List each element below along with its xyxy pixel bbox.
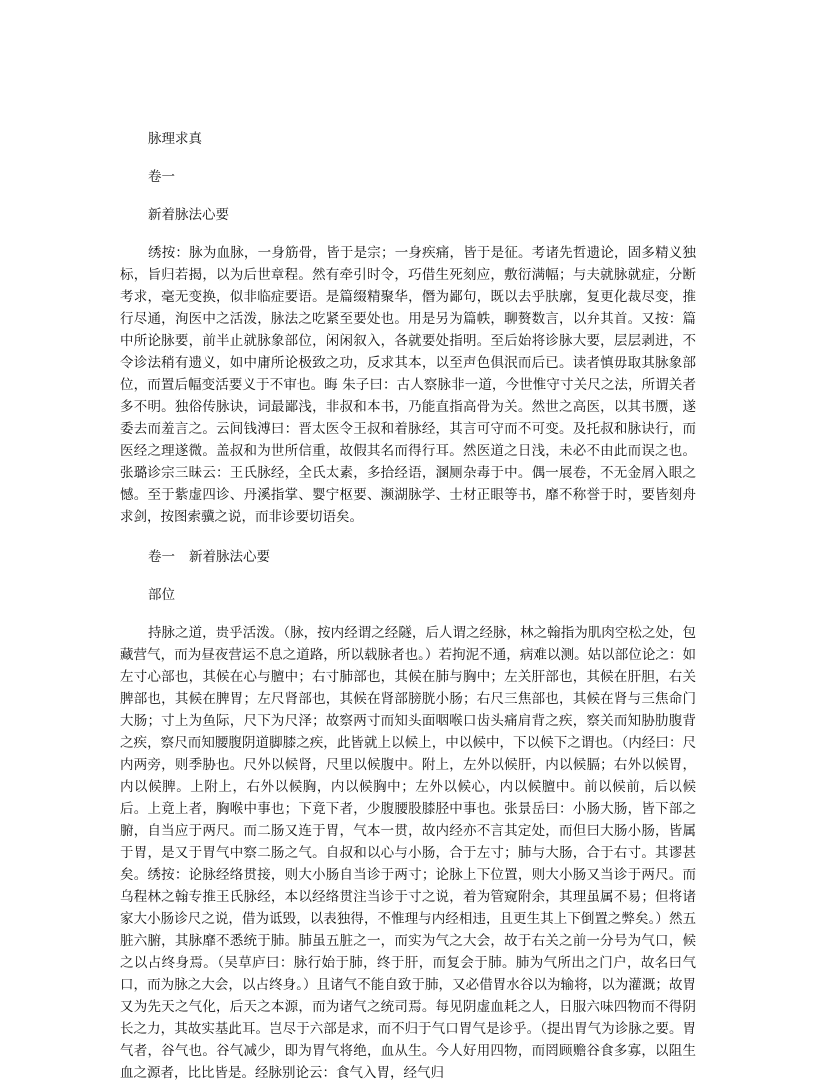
- subheading-section: 新着脉法心要: [189, 549, 270, 565]
- subheading-volume: 卷一: [148, 549, 175, 565]
- volume-section-subheading: [120, 546, 696, 568]
- volume-heading: 卷一: [148, 169, 175, 185]
- body-paragraph: 持脉之道，贵乎活泼。（脉，按内经谓之经隧，后人谓之经脉，林之翰指为肌肉空松之处，包藏营气，而为昼夜营运不息之道路，所以载脉者也。）若拘泥不通，病难以测。姑以部位论之：如左寸心部也，其候在心与膻中；右寸肺部也，其候在肺与胸中；左关肝部也，其候在肝胆，右关脾部也，其候在脾胃；左尺肾部也，其候在肾部膀胱小肠；右尺三焦部也，其候在肾与三焦命门大肠；寸上为鱼际，尺下为尺泽；故察两寸而知头面咽喉口齿头痛肩背之疾，察关而知胁肋腹背之疾，察尺而知腰腹阴道脚膝之疾，此皆就上以候上，中以候中，下以候下之谓也。（内经曰：尺内两旁，则季胁也。尺外以候肾，尺里以候腹中。附上，左外以候肝，内以候膈；右外以候胃，内以候脾。上附上，右外以候胸，内以候胸中；左外以候心，内以候膻中。前以候前，后以候后。上竟上者，胸喉中事也；下竟下者，少腹腰股膝胫中事也。张景岳曰：小肠大肠，皆下部之腑，自当应于两尺。而二肠又连于胃，气本一贯，故内经亦不言其定处，而但曰大肠小肠，皆属于胃，是又于胃气中察二肠之气。自叔和以心与小肠，合于左寸；肺与大肠，合于右寸。其谬甚矣。绣按：论脉经络贯接，则大小肠自当诊于两寸；论脉上下位置，则大小肠又当诊于两尺。而乌程林之翰专推王氏脉经，本以经络贯注当诊于寸之说，着为管窥附余，其理虽属不易；但将诸家大小肠诊尺之说，借为诋毁，以表独得，不惟理与内经相违，且更生其上下倒置之弊矣。）然五脏六腑，其脉靡不悉统于肺。肺虽五脏之一，而实为气之大会，故于右关之前一分号为气口，候之以占终身焉。（吴草庐曰：脉行始于肺，终于肝，而复会于肺。肺为气所出之门户，故名曰气口，而为脉之大会，以占终身。）且诸气不能自致于肺，又必借胃水谷以为输将，以为灌溉；故胃又为先天之气化，后天之本源，而为诸气之统司焉。每见阴虚血耗之人，日服六味四物而不得阴长之力，其故实基此耳。岂尽于六部是求，而不归于气口胃气是诊乎。（提出胃气为诊脉之要。胃气者，谷气也。谷气减少，即为胃气将绝，血从生。今人好用四物，而罔顾赡谷食多寡，以阻生血之源者，比比皆是。经脉别论云：食气入胃，经气归: [120, 625, 696, 1081]
- document-page: [120, 128, 696, 1084]
- intro-paragraph: 绣按：脉为血脉，一身筋骨，皆于是宗；一身疾痛，皆于是征。考诸先哲遗论，固多精义独标，旨归若揭，以为后世章程。然有牵引时令，巧借生死刻应，敷衍满幅；与夫就脉就症，分断考求，毫无变换，似非临症要语。是篇缀精聚华，僭为鄙句，既以去乎肤廓，复更化裁尽变，推行尽通，洵医中之活泼，脉法之吃紧至要处也。用是另为篇帙，聊赘数言，以弁其首。又按：篇中所论脉要，前半止就脉象部位，闲闲叙入，各就要处指明。至后始将诊脉大要，层层剥进，不令诊法稍有遗义，如中庸所论极致之功，反求其本，以至声色俱泯而后已。读者慎毋取其脉象部位，而置后幅变活要义于不审也。晦 朱子曰：古人察脉非一道，今世惟守寸关尺之法，所谓关者多不明。独俗传脉诀，词最鄙浅，非叔和本书，乃能直指高骨为关。然世之高医，以其书赝，遂委去而羞言之。云间钱溥曰：晋太医令王叔和着脉经，其言可守而不可变。及托叔和脉诀行，而医经之理遂微。盖叔和为世所信重，故假其名而得行耳。然医道之日浅，未必不由此而误之也。张璐诊宗三昧云：王氏脉经，全氏太素，多拾经语，溷厕杂毒于中。偶一展卷，不无金屑入眼之憾。至于紫虚四诊、丹溪指掌、婴宁枢要、濒湖脉学、士材正眼等书，靡不称誉于时，要皆刻舟求剑，按图索骥之说，而非诊要切语矣。: [120, 245, 696, 525]
- section-heading: 新着脉法心要: [148, 207, 229, 223]
- document-title: 脉理求真: [148, 131, 202, 147]
- part-heading: 部位: [148, 587, 175, 603]
